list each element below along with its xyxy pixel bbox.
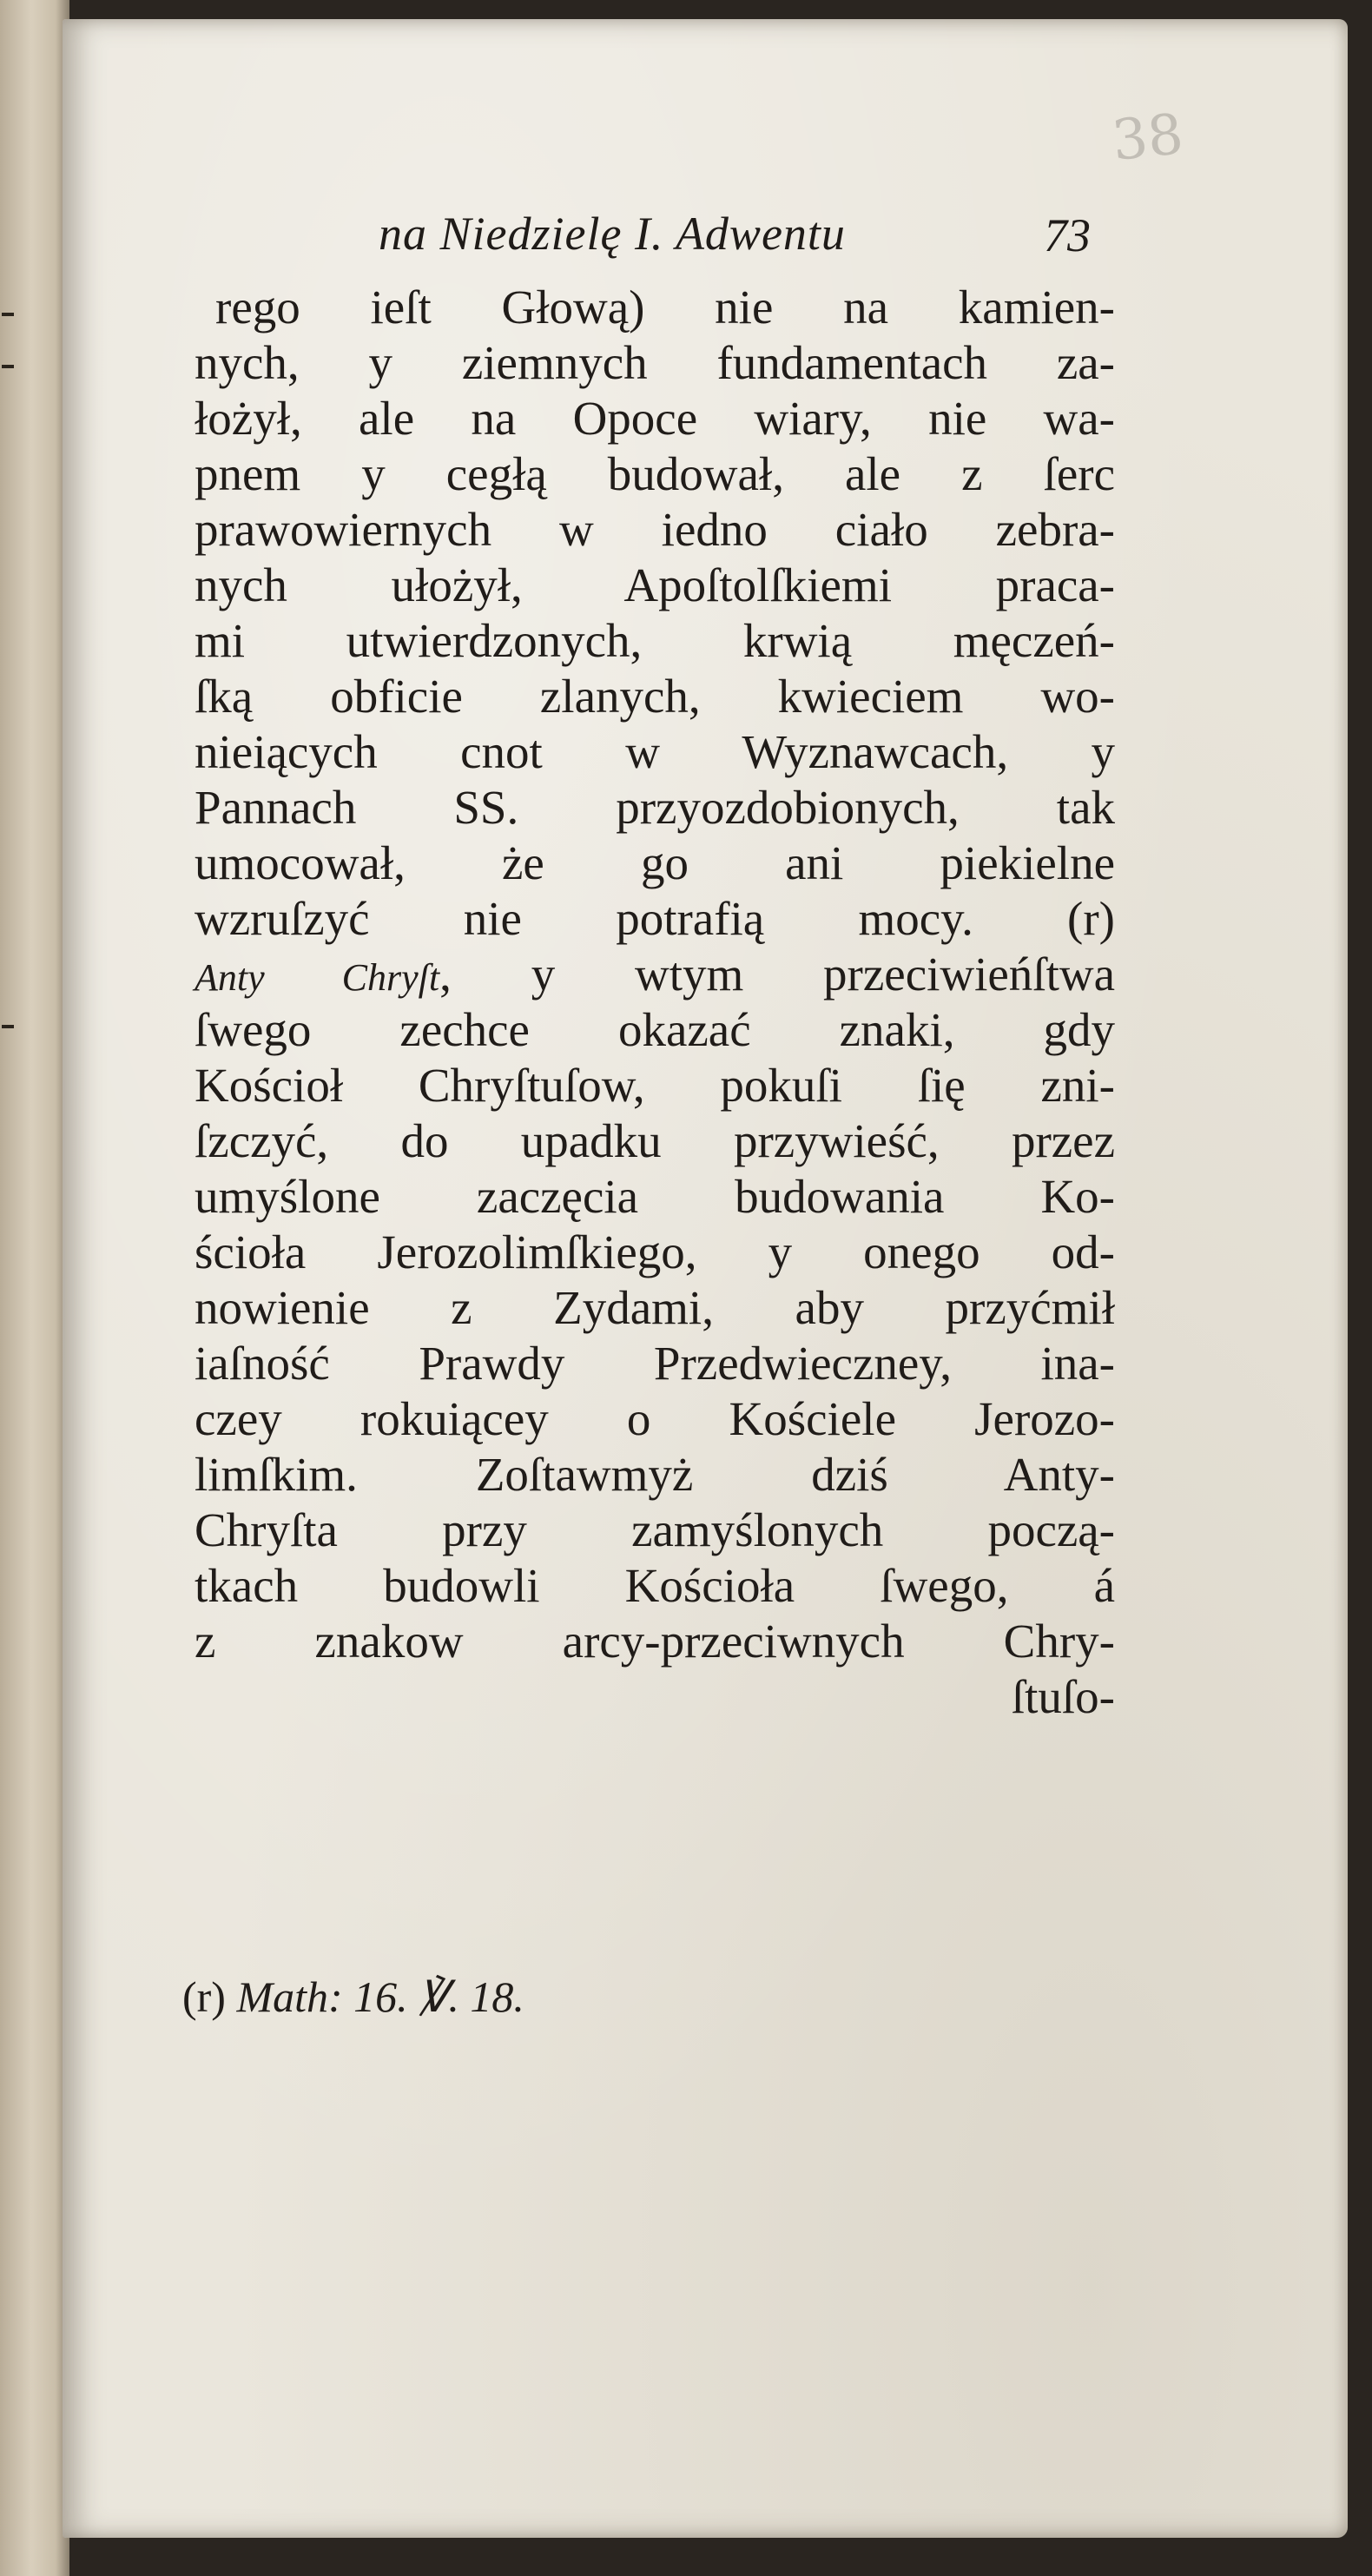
text-line: ſwego zechce okazać znaki, gdy	[195, 1003, 1115, 1056]
text-line: Kościoł Chryſtuſow, pokuſi ſię zni-	[195, 1059, 1115, 1112]
text-line: Chryſta przy zamyślonych począ-	[195, 1503, 1115, 1556]
text-line: nych, y ziemnych fundamentach za-	[195, 336, 1115, 389]
text-line: tkach budowli Kościoła ſwego, á	[195, 1559, 1115, 1612]
text-line: iaſność Prawdy Przedwieczney, ina-	[195, 1337, 1115, 1390]
marginal-label: Anty Chryſt	[195, 956, 440, 999]
page-number: 73	[1044, 209, 1091, 261]
footnote-reference: Math: 16. ℣. 18.	[236, 1972, 524, 2021]
edge-mark	[2, 1025, 14, 1028]
text-line: prawowiernych w iedno ciało zebra-	[195, 503, 1115, 556]
footnote	[182, 1972, 524, 2022]
text-line: pnem y cegłą budował, ale z ſerc	[195, 447, 1115, 500]
running-title: na Niedzielę I. Adwentu	[379, 208, 846, 260]
text-line: nieiących cnot w Wyznawcach, y	[195, 725, 1115, 778]
edge-mark	[2, 313, 14, 316]
page-header	[379, 207, 1091, 276]
edge-mark	[2, 365, 14, 368]
text-line: umyślone zaczęcia budowania Ko-	[195, 1170, 1115, 1223]
text-line: limſkim. Zoſtawmyż dziś Anty-	[195, 1448, 1115, 1501]
text-line: czey rokuiącey o Kościele Jerozo-	[195, 1392, 1115, 1445]
text-line: Pannach SS. przyozdobionych, tak	[195, 781, 1115, 834]
text-line: mi utwierdzonych, krwią męczeń-	[195, 614, 1115, 667]
text-line: nych ułożył, Apoſtolſkiemi praca-	[195, 558, 1115, 611]
text-line: umocował, że go ani piekielne	[195, 836, 1115, 889]
previous-page-edge	[0, 0, 69, 2576]
catchword: ſtuſo-	[1011, 1670, 1115, 1723]
text-line: nowienie z Zydami, aby przyćmił	[195, 1281, 1115, 1334]
footnote-marker: (r)	[182, 1972, 226, 2021]
text-line: ścioła Jerozolimſkiego, y onego od-	[195, 1225, 1115, 1278]
text-line-with-marginal	[195, 947, 1115, 1002]
text-line-rest: , y wtym przeciwieńſtwa	[439, 948, 1115, 1001]
pencil-folio-mark: 38	[1108, 102, 1186, 175]
body-text	[195, 280, 1115, 1725]
text-line: wzruſzyć nie potrafią mocy. (r)	[195, 892, 1115, 945]
text-line: rego ieſt Głową) nie na kamien-	[215, 281, 1115, 334]
text-line: łożył, ale na Opoce wiary, nie wa-	[195, 392, 1115, 445]
text-line: z znakow arcy-przeciwnych Chry-	[195, 1615, 1115, 1668]
text-line: ſzczyć, do upadku przywieść, przez	[195, 1114, 1115, 1167]
text-line: ſką obficie zlanych, kwieciem wo-	[195, 670, 1115, 723]
